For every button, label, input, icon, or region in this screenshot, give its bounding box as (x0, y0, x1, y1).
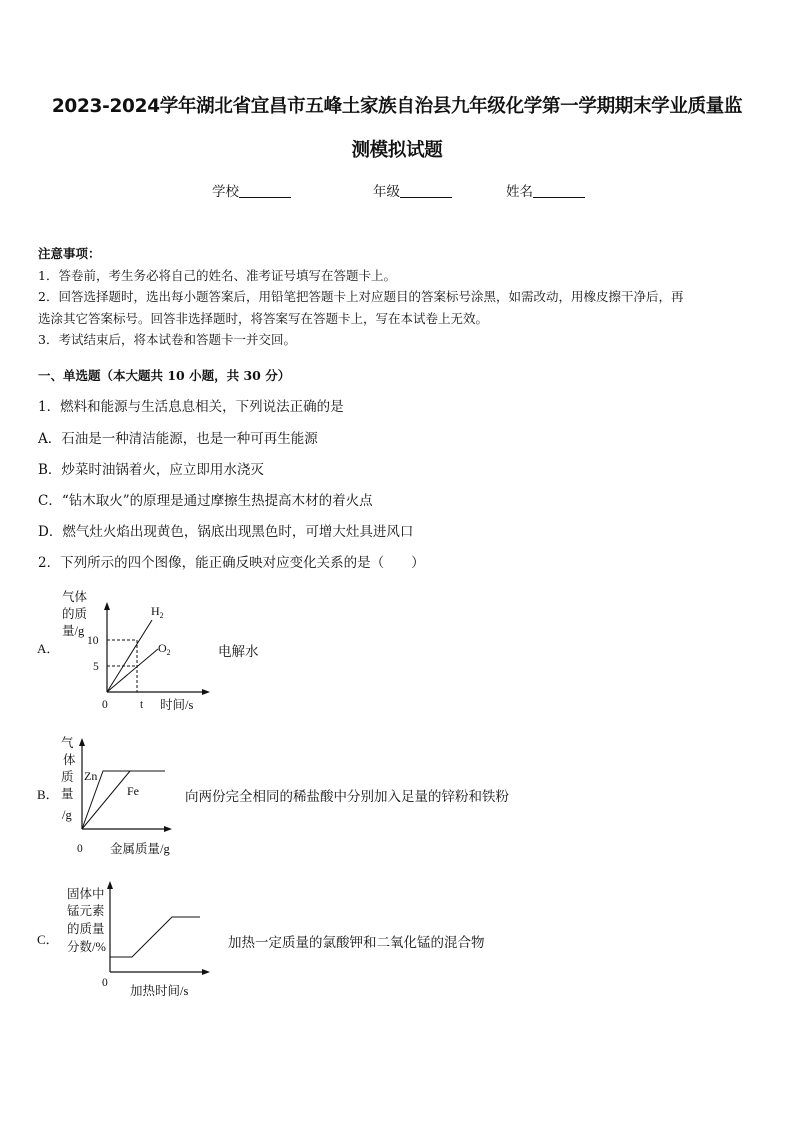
graph-b-label-fe: Fe (127, 784, 139, 798)
graph-c-x-arrow (202, 969, 210, 975)
name-blank (533, 183, 585, 198)
graph-c-desc: 加热一定质量的氯酸钾和二氧化锰的混合物 (228, 935, 485, 951)
graph-a-desc: 电解水 (218, 644, 259, 660)
title-line-1: 2023-2024学年湖北省宜昌市五峰土家族自治县九年级化学第一学期期末学业质量监 (51, 96, 743, 117)
graph-b-xlabel: 金属质量/g (110, 842, 170, 856)
note-item: 选涂其它答案标号。回答非选择题时，将答案写在答题卡上，写在本试卷上无效。 (38, 310, 489, 326)
title-line-2: 测模拟试题 (351, 140, 443, 161)
graph-c-ylabel-2: 锰元素 (67, 904, 105, 918)
school-label: 学校 (212, 184, 239, 200)
graph-a-tick-t: t (140, 699, 144, 711)
q1-option-c: C．“钻木取火”的原理是通过摩擦生热提高木材的着火点 (38, 493, 373, 509)
notes-block (38, 243, 762, 351)
graph-a-xlabel: 时间/s (160, 698, 194, 712)
graph-c-ylabel-4: 分数/% (67, 940, 106, 954)
graph-c-ylabel-3: 的质量 (67, 922, 105, 936)
graph-c-letter: C． (37, 932, 59, 947)
graph-c-line (110, 917, 200, 957)
graph-b-letter: B． (37, 787, 59, 802)
graph-a-label-o2 (158, 641, 171, 657)
graph-a-label-h2 (151, 604, 164, 620)
graph-a-line-o2 (107, 649, 158, 692)
school-field (212, 180, 291, 200)
notes-heading: 注意事项： (38, 246, 101, 261)
graph-c-origin: 0 (102, 977, 108, 989)
graph-a-h2-symbol: H (151, 604, 160, 618)
graph-b-ylabel-1: 气 (61, 736, 74, 750)
grade-label: 年级 (373, 184, 400, 200)
graph-b-x-arrow (164, 826, 172, 832)
name-field (506, 180, 585, 200)
graph-a-line-h2 (107, 620, 152, 692)
graph-b-label-zn: Zn (84, 769, 98, 783)
graph-b-svg (30, 733, 190, 861)
graph-a-ylabel-2: 的质 (62, 607, 88, 621)
graph-a-y-arrow (104, 602, 110, 610)
note-item: 3．考试结束后，将本试卷和答题卡一并交回。 (38, 332, 296, 347)
graph-a-o2-subscript: 2 (166, 648, 171, 657)
graph-a-letter: A． (37, 641, 60, 656)
grade-field (373, 180, 452, 200)
graph-a-ylabel-3: 量/g (62, 624, 85, 638)
graph-b-ylabel-2: 体 (63, 753, 76, 767)
q1-option-d: D．燃气灶火焰出现黄色，锅底出现黑色时，可增大灶具进风口 (38, 524, 414, 540)
graph-a-tick-10: 10 (87, 635, 99, 647)
graph-a-svg (30, 585, 220, 720)
graph-b-desc: 向两份完全相同的稀盐酸中分别加入足量的锌粉和铁粉 (185, 789, 509, 805)
school-blank (239, 183, 291, 198)
q1-option-b: B．炒菜时油锅着火，应立即用水浇灭 (38, 462, 264, 478)
note-item: 1．答卷前，考生务必将自己的姓名、准考证号填写在答题卡上。 (38, 267, 396, 283)
graph-a-ylabel-1: 气体 (62, 590, 88, 604)
graph-a-h2-subscript: 2 (159, 611, 164, 620)
graph-b-y-arrow (79, 738, 85, 746)
graph-a-tick-5: 5 (93, 661, 99, 673)
graph-b-ylabel-3: 质 (61, 770, 74, 784)
graph-c-svg (30, 878, 220, 1002)
graph-c (30, 878, 220, 1006)
graph-a-x-arrow (202, 689, 210, 695)
graph-c-ylabel-1: 固体中 (67, 887, 105, 901)
graph-c-xlabel: 加热时间/s (130, 984, 189, 998)
section-heading: 一、单选题（本大题共 10 小题，共 30 分） (38, 368, 291, 383)
graph-a-origin: 0 (102, 699, 108, 711)
graph-c-y-arrow (107, 881, 113, 889)
graph-a-o2-symbol: O (158, 641, 167, 655)
note-item: 2．回答选择题时，选出每小题答案后，用铅笔把答题卡上对应题目的答案标号涂黑，如需改动，用橡皮擦干净后，再 (38, 289, 684, 304)
q2-stem: 2．下列所示的四个图像，能正确反映对应变化关系的是（ ） (38, 555, 425, 571)
graph-b-ylabel-4: 量 (61, 787, 74, 801)
graph-b-ylabel-5: /g (62, 808, 72, 822)
grade-blank (400, 183, 452, 198)
q1-option-a: A．石油是一种清洁能源，也是一种可再生能源 (38, 431, 318, 447)
name-label: 姓名 (506, 184, 533, 200)
graph-b-origin: 0 (77, 843, 83, 855)
q1-stem: 1．燃料和能源与生活息息相关，下列说法正确的是 (38, 399, 344, 415)
exam-title (30, 85, 764, 173)
graph-b (30, 733, 190, 865)
graph-a (30, 585, 220, 724)
